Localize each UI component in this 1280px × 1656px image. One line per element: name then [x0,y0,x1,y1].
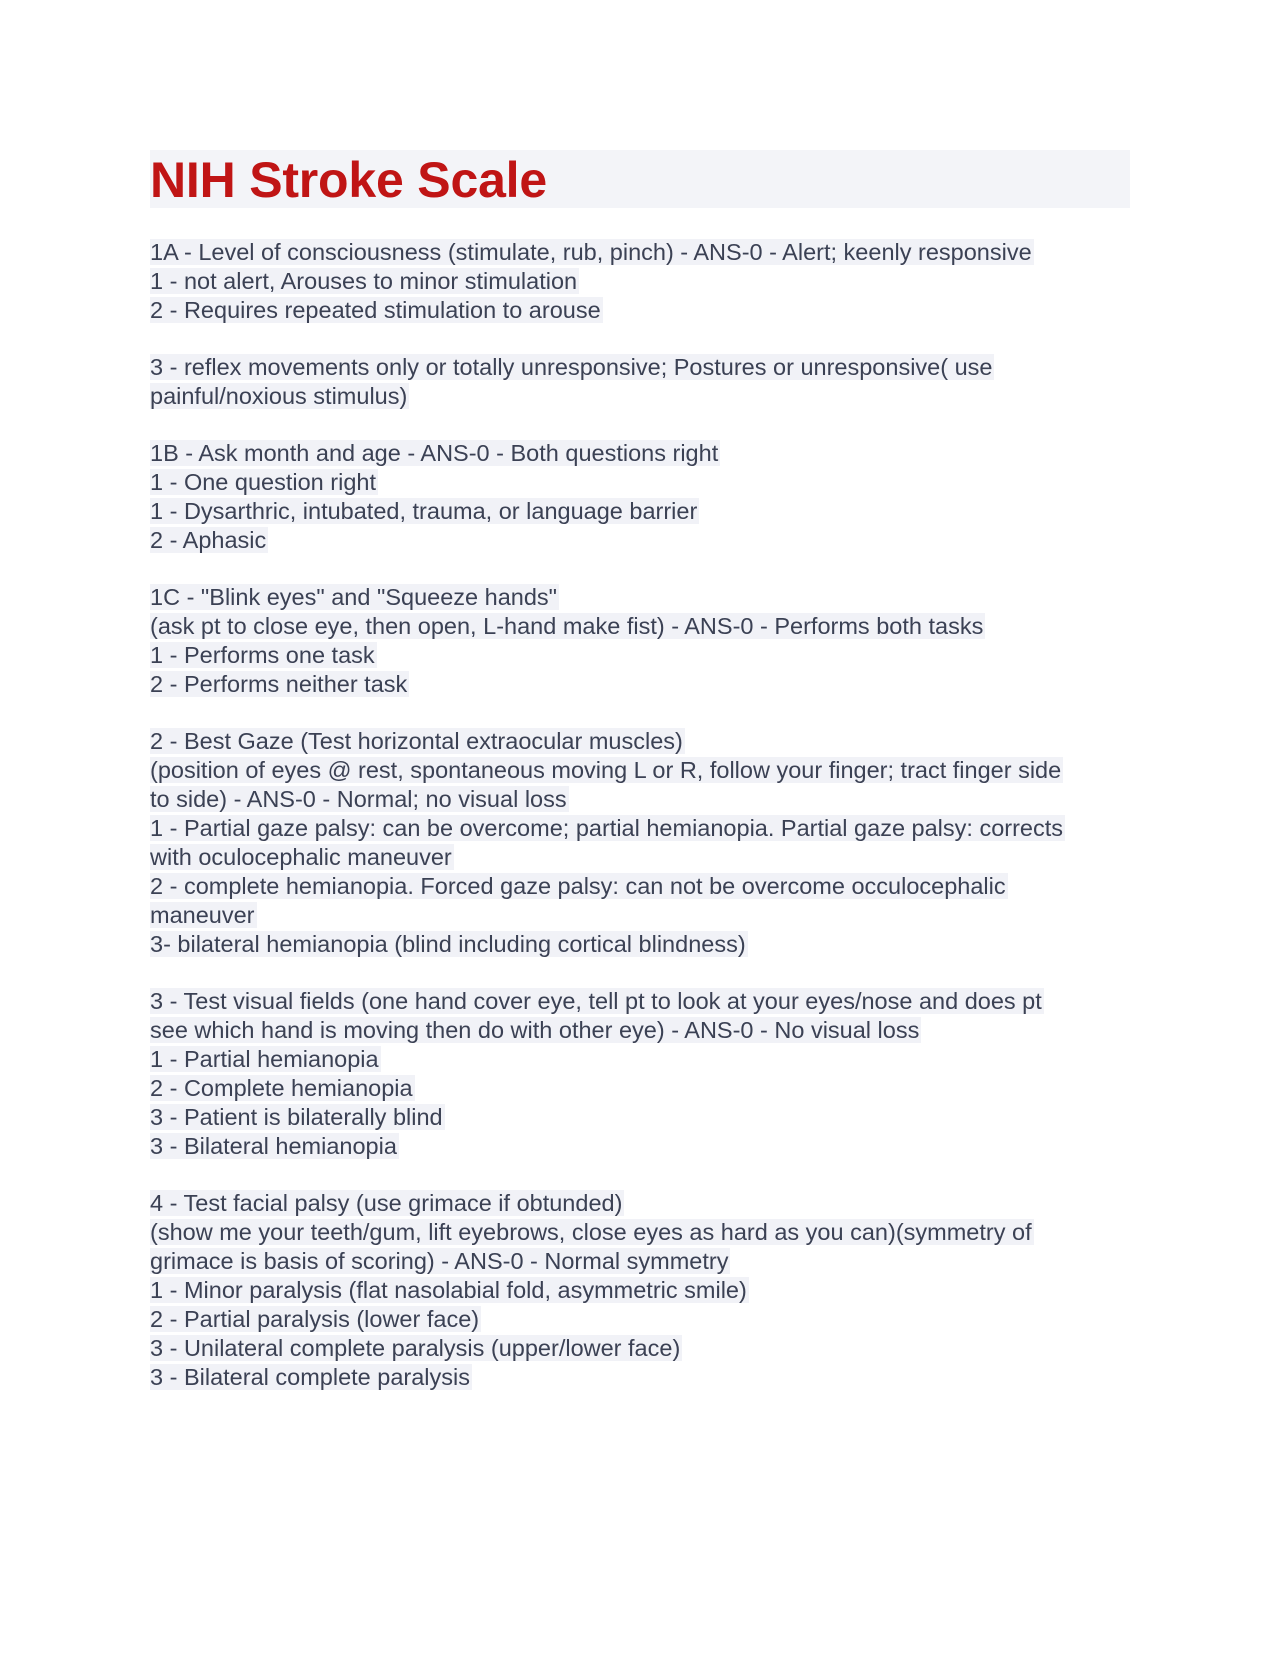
section-1b [150,439,1130,555]
text-line: 1A - Level of consciousness (stimulate, rub, pinch) - ANS-0 - Alert; keenly responsive [150,239,1032,265]
text-line: 1C - "Blink eyes" and "Squeeze hands" [150,584,557,610]
text-line: 3 - Bilateral complete paralysis [150,1364,470,1390]
text-line: (position of eyes @ rest, spontaneous moving L or R, follow your finger; tract finger side [150,757,1062,783]
text-line: (ask pt to close eye, then open, L-hand make fist) - ANS-0 - Performs both tasks [150,613,984,639]
text-line: 2 - complete hemianopia. Forced gaze palsy: can not be overcome occulocephalic [150,873,1006,899]
text-line: 2 - Partial paralysis (lower face) [150,1306,480,1332]
section-1a-score-3 [150,353,1130,411]
text-line: 3 - reflex movements only or totally unresponsive; Postures or unresponsive( use [150,354,993,380]
text-line: 1 - not alert, Arouses to minor stimulation [150,268,578,294]
title-bar [150,150,1130,208]
text-line: grimace is basis of scoring) - ANS-0 - Normal symmetry [150,1248,729,1274]
text-line: 1 - One question right [150,469,376,495]
text-line: with oculocephalic maneuver [150,844,452,870]
text-line: 2 - Requires repeated stimulation to arouse [150,297,601,323]
section-1a [150,238,1130,325]
text-line: 3 - Unilateral complete paralysis (upper/lower face) [150,1335,681,1361]
text-line: 2 - Best Gaze (Test horizontal extraocular muscles) [150,728,683,754]
text-line: 1 - Performs one task [150,642,375,668]
document-body [150,238,1130,1392]
text-line: 2 - Aphasic [150,527,267,553]
section-1c [150,583,1130,699]
text-line: 1 - Minor paralysis (flat nasolabial fold, asymmetric smile) [150,1277,747,1303]
document-page [150,150,1130,1420]
text-line: painful/noxious stimulus) [150,383,408,409]
text-line: 3- bilateral hemianopia (blind including cortical blindness) [150,931,746,957]
text-line: maneuver [150,902,255,928]
section-3-visual-fields [150,987,1130,1161]
section-4-facial-palsy [150,1189,1130,1392]
text-line: 1 - Partial gaze palsy: can be overcome; partial hemianopia. Partial gaze palsy: corrects [150,815,1064,841]
text-line: to side) - ANS-0 - Normal; no visual loss [150,786,567,812]
section-2-best-gaze [150,727,1130,959]
text-line: 2 - Complete hemianopia [150,1075,413,1101]
text-line: 3 - Bilateral hemianopia [150,1133,397,1159]
text-line: 1B - Ask month and age - ANS-0 - Both questions right [150,440,719,466]
text-line: 3 - Test visual fields (one hand cover eye, tell pt to look at your eyes/nose and does pt [150,988,1042,1014]
page-title: NIH Stroke Scale [150,152,547,208]
text-line: 4 - Test facial palsy (use grimace if obtunded) [150,1190,623,1216]
text-line: 1 - Partial hemianopia [150,1046,379,1072]
text-line: 1 - Dysarthric, intubated, trauma, or language barrier [150,498,698,524]
text-line: (show me your teeth/gum, lift eyebrows, close eyes as hard as you can)(symmetry of [150,1219,1032,1245]
text-line: 3 - Patient is bilaterally blind [150,1104,443,1130]
text-line: 2 - Performs neither task [150,671,408,697]
text-line: see which hand is moving then do with other eye) - ANS-0 - No visual loss [150,1017,920,1043]
